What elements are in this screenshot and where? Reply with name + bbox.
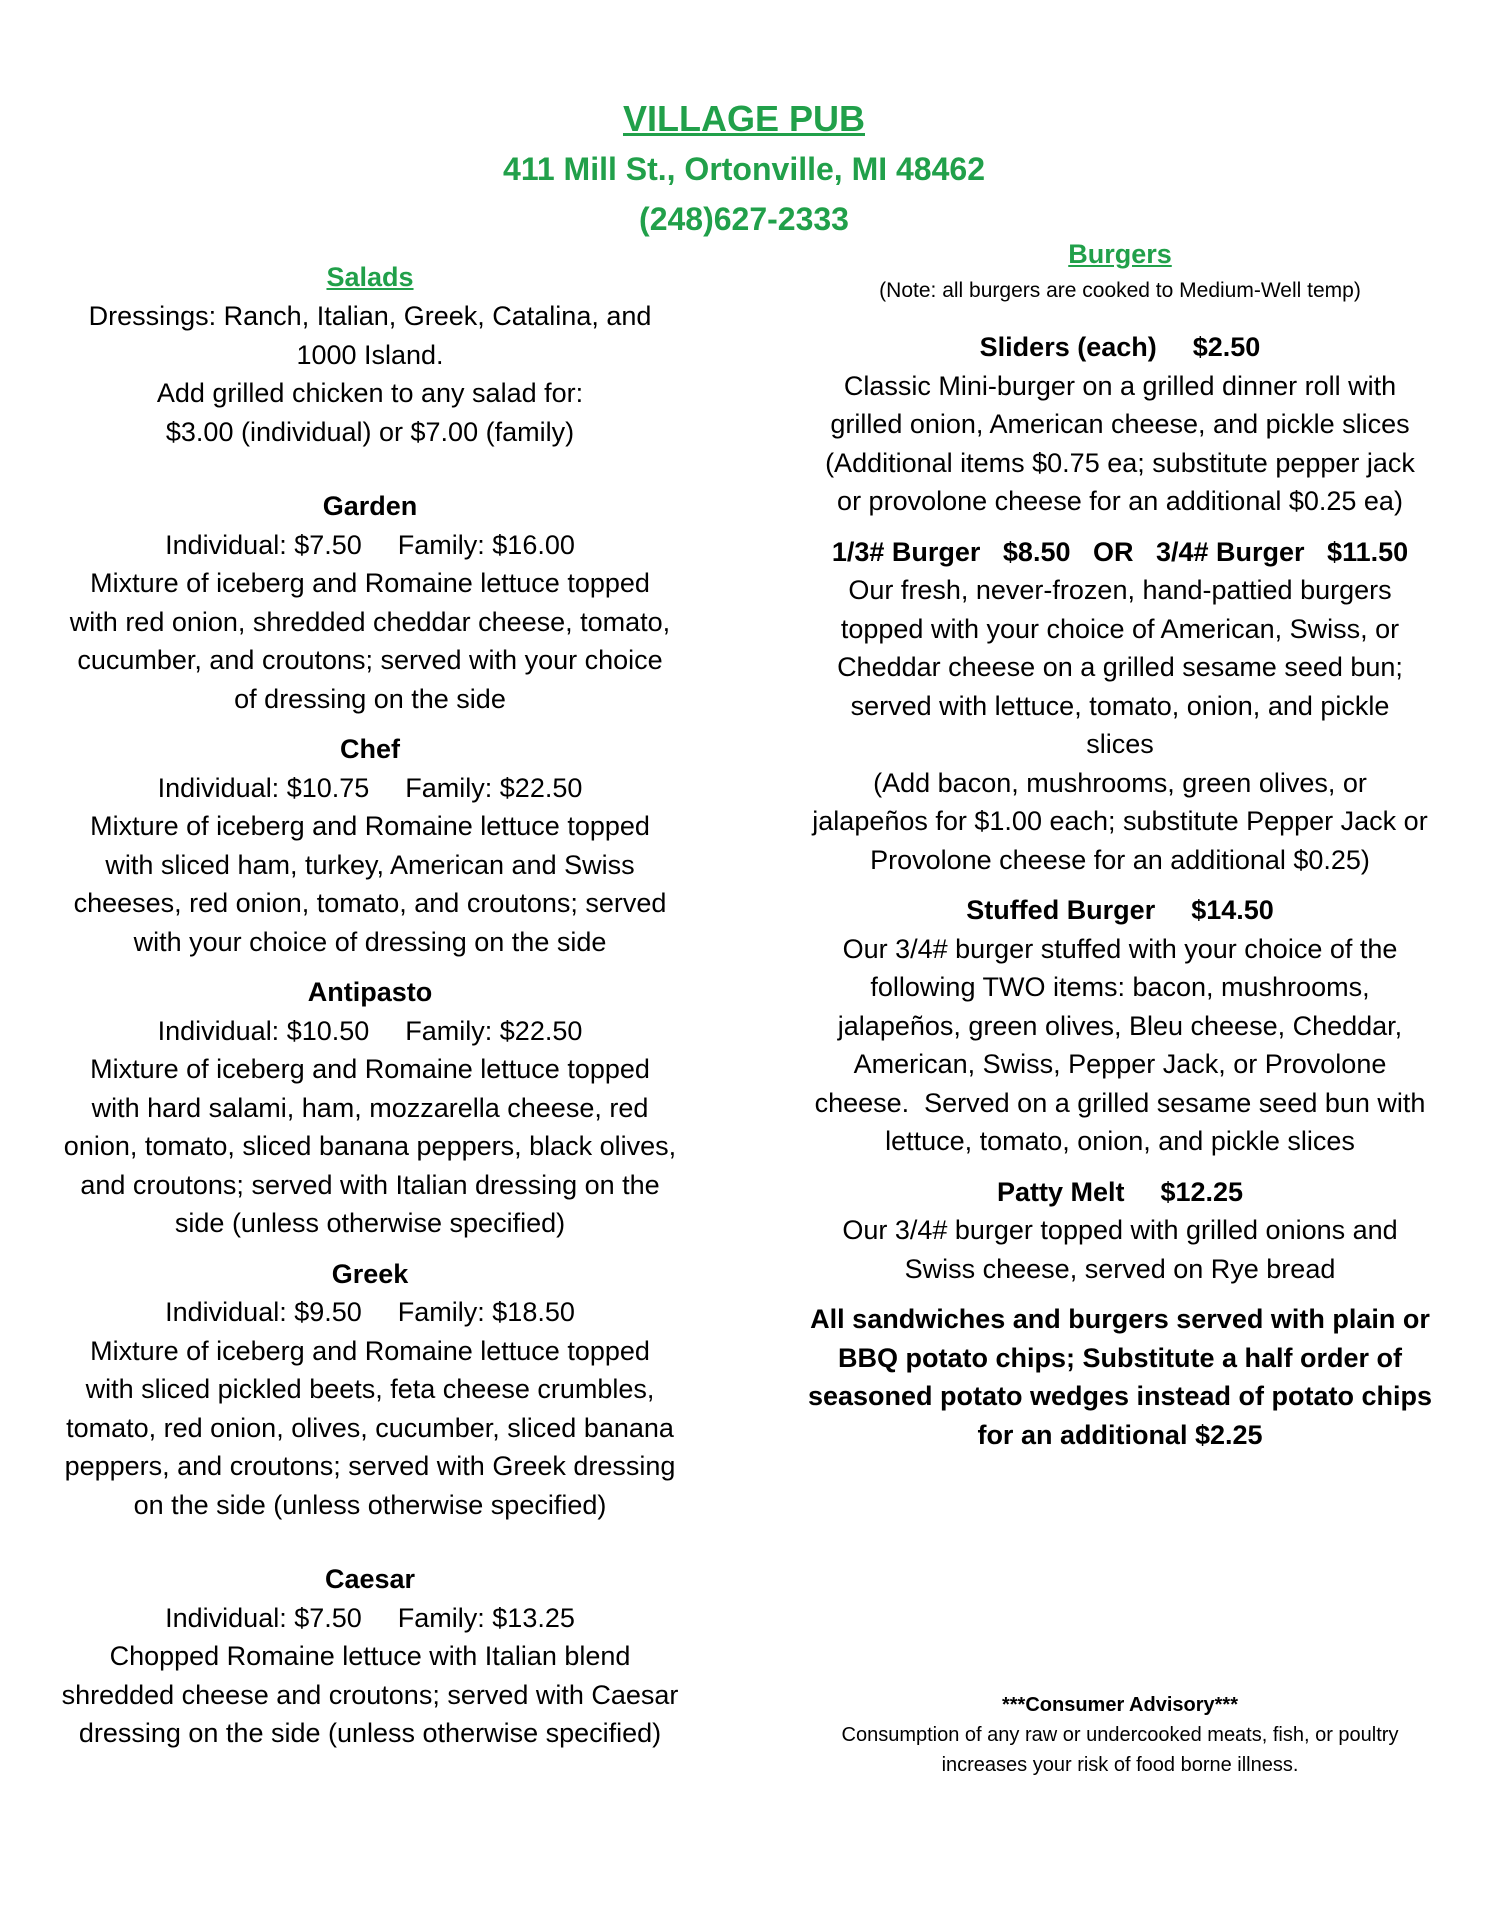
salad-desc-line: with hard salami, ham, mozzarella cheese, red [91, 1092, 649, 1123]
burger-heading-patty-melt [780, 1173, 1460, 1212]
salad-price-individual: Individual: $7.50 [165, 529, 362, 560]
salads-intro-line: $3.00 (individual) or $7.00 (family) [165, 416, 575, 447]
salad-name-chef: Chef [340, 734, 400, 764]
salad-prices [20, 526, 720, 565]
burger-desc-line: Swiss cheese, served on Rye bread [904, 1253, 1336, 1284]
burgers-section [780, 234, 1460, 1454]
sides-note-line: All sandwiches and burgers served with plain or [810, 1304, 1430, 1334]
restaurant-phone: (248)627-2333 [639, 201, 849, 237]
burgers-note: (Note: all burgers are cooked to Medium-Well temp) [879, 279, 1361, 302]
restaurant-address: 411 Mill St., Ortonville, MI 48462 [503, 151, 985, 187]
salad-desc-line: cheeses, red onion, tomato, and croutons; served [73, 888, 667, 918]
salad-desc-line: Chopped Romaine lettuce with Italian blend [109, 1641, 631, 1671]
burger-desc-line: American, Swiss, Pepper Jack, or Provolone [853, 1049, 1387, 1079]
burger-name: Patty Melt [996, 1176, 1125, 1207]
burger-price: $2.50 [1192, 332, 1261, 362]
salads-intro-line: 1000 Island. [296, 339, 444, 370]
salad-price-family: Family: $16.00 [397, 529, 575, 560]
burger-desc-line: jalapeños, green olives, Bleu cheese, Cheddar, [837, 1010, 1403, 1041]
salad-price-family: Family: $13.25 [397, 1602, 575, 1633]
salad-name-greek: Greek [331, 1258, 409, 1289]
burger-desc-line: (Add bacon, mushrooms, green olives, or [873, 767, 1367, 798]
sides-note-line: seasoned potato wedges instead of potato chips [807, 1381, 1433, 1411]
burger-desc-line: lettuce, tomato, onion, and pickle slices [885, 1126, 1355, 1156]
salad-desc-line: onion, tomato, sliced banana peppers, black olives, [63, 1131, 677, 1161]
burger-desc-line: Our 3/4# burger stuffed with your choice of the [842, 933, 1398, 964]
salad-price-family: Family: $22.50 [405, 1015, 583, 1046]
burger-desc-line: (Additional items $0.75 ea; substitute pepper jack [825, 447, 1415, 478]
salad-price-individual: Individual: $10.75 [157, 772, 370, 803]
salad-price-family: Family: $18.50 [397, 1297, 575, 1327]
salad-desc-line: with sliced pickled beets, feta cheese crumbles, [85, 1374, 655, 1404]
salad-name-garden: Garden [322, 491, 418, 521]
salads-intro-line: Dressings: Ranch, Italian, Greek, Catalina, and [88, 301, 652, 331]
burger-price: $12.25 [1160, 1176, 1244, 1207]
burgers-title: Burgers [1068, 239, 1172, 269]
salad-desc-line: on the side (unless otherwise specified) [133, 1489, 607, 1520]
salad-desc-line: with red onion, shredded cheddar cheese, tomato, [69, 606, 671, 637]
salads-intro-line: Add grilled chicken to any salad for: [156, 378, 584, 408]
burger-name: Stuffed Burger [966, 895, 1156, 925]
salad-prices [20, 1293, 720, 1332]
salad-desc-line: cucumber, and croutons; served with your choice [77, 645, 663, 675]
burger-desc-line: cheese. Served on a grilled sesame seed bun with [814, 1087, 1426, 1118]
menu-header [0, 94, 1488, 244]
burger-name: Sliders (each) [979, 332, 1157, 362]
salad-desc-line: and croutons; served with Italian dressing on the [80, 1169, 660, 1200]
salad-desc-line: side (unless otherwise specified) [174, 1208, 566, 1238]
salad-desc-line: Mixture of iceberg and Romaine lettuce topped [90, 568, 650, 598]
advisory-line: increases your risk of food borne illness. [941, 1754, 1299, 1776]
salad-desc-line: with your choice of dressing on the side [133, 926, 607, 957]
burger-desc-line: Our 3/4# burger topped with grilled onions and [842, 1215, 1398, 1245]
salad-desc-line: Mixture of iceberg and Romaine lettuce topped [90, 1335, 650, 1366]
salad-desc-line: Mixture of iceberg and Romaine lettuce topped [90, 811, 650, 841]
burger-heading-sliders [780, 328, 1460, 367]
burger-desc-line: topped with your choice of American, Swiss, or [840, 613, 1400, 644]
burger-desc-line: Our fresh, never-frozen, hand-pattied burgers [848, 575, 1392, 605]
salad-desc-line: of dressing on the side [234, 683, 506, 714]
salad-desc-line: peppers, and croutons; served with Greek dressing [64, 1451, 676, 1481]
salad-desc-line: tomato, red onion, olives, cucumber, sliced banana [66, 1412, 674, 1443]
salad-prices [20, 1012, 720, 1051]
burger-desc-line: Classic Mini-burger on a grilled dinner roll with [843, 370, 1397, 401]
salads-section [20, 257, 720, 1753]
burger-desc-line: or provolone cheese for an additional $0.25 ea) [837, 486, 1403, 516]
burger-heading-standard: 1/3# Burger $8.50 OR 3/4# Burger $11.50 [831, 536, 1409, 567]
salad-prices [20, 769, 720, 808]
salad-desc-line: shredded cheese and croutons; served with Caesar [61, 1679, 679, 1710]
advisory-line: Consumption of any raw or undercooked meats, fish, or poultry [841, 1724, 1399, 1746]
salad-price-individual: Individual: $9.50 [165, 1297, 362, 1327]
advisory-title: ***Consumer Advisory*** [1001, 1694, 1238, 1716]
burger-desc-line: Provolone cheese for an additional $0.25) [870, 844, 1370, 875]
salad-name-antipasto: Antipasto [307, 977, 433, 1007]
consumer-advisory [780, 1690, 1460, 1780]
salad-price-individual: Individual: $7.50 [165, 1602, 362, 1633]
salad-desc-line: dressing on the side (unless otherwise specified) [78, 1718, 662, 1748]
salads-title: Salads [326, 262, 414, 292]
restaurant-name: VILLAGE PUB [622, 98, 865, 139]
salad-price-individual: Individual: $10.50 [157, 1015, 370, 1046]
burger-desc-line: Cheddar cheese on a grilled sesame seed bun; [837, 652, 1403, 682]
burger-price: $14.50 [1191, 895, 1274, 925]
burger-heading-stuffed [780, 891, 1460, 930]
burger-desc-line: grilled onion, American cheese, and pickle slices [830, 409, 1410, 439]
salad-desc-line: Mixture of iceberg and Romaine lettuce topped [90, 1054, 650, 1084]
salad-name-caesar: Caesar [324, 1564, 416, 1594]
burger-desc-line: served with lettuce, tomato, onion, and pickle [850, 690, 1390, 721]
salad-prices [20, 1599, 720, 1638]
burger-desc-line: jalapeños for $1.00 each; substitute Pepper Jack or [812, 806, 1428, 836]
salad-desc-line: with sliced ham, turkey, American and Swiss [105, 849, 635, 880]
sides-note-line: for an additional $2.25 [977, 1419, 1263, 1450]
salad-price-family: Family: $22.50 [405, 772, 583, 803]
sides-note-line: BBQ potato chips; Substitute a half order of [837, 1342, 1402, 1373]
burger-desc-line: following TWO items: bacon, mushrooms, [870, 972, 1370, 1002]
burger-desc-line: slices [1086, 729, 1154, 759]
